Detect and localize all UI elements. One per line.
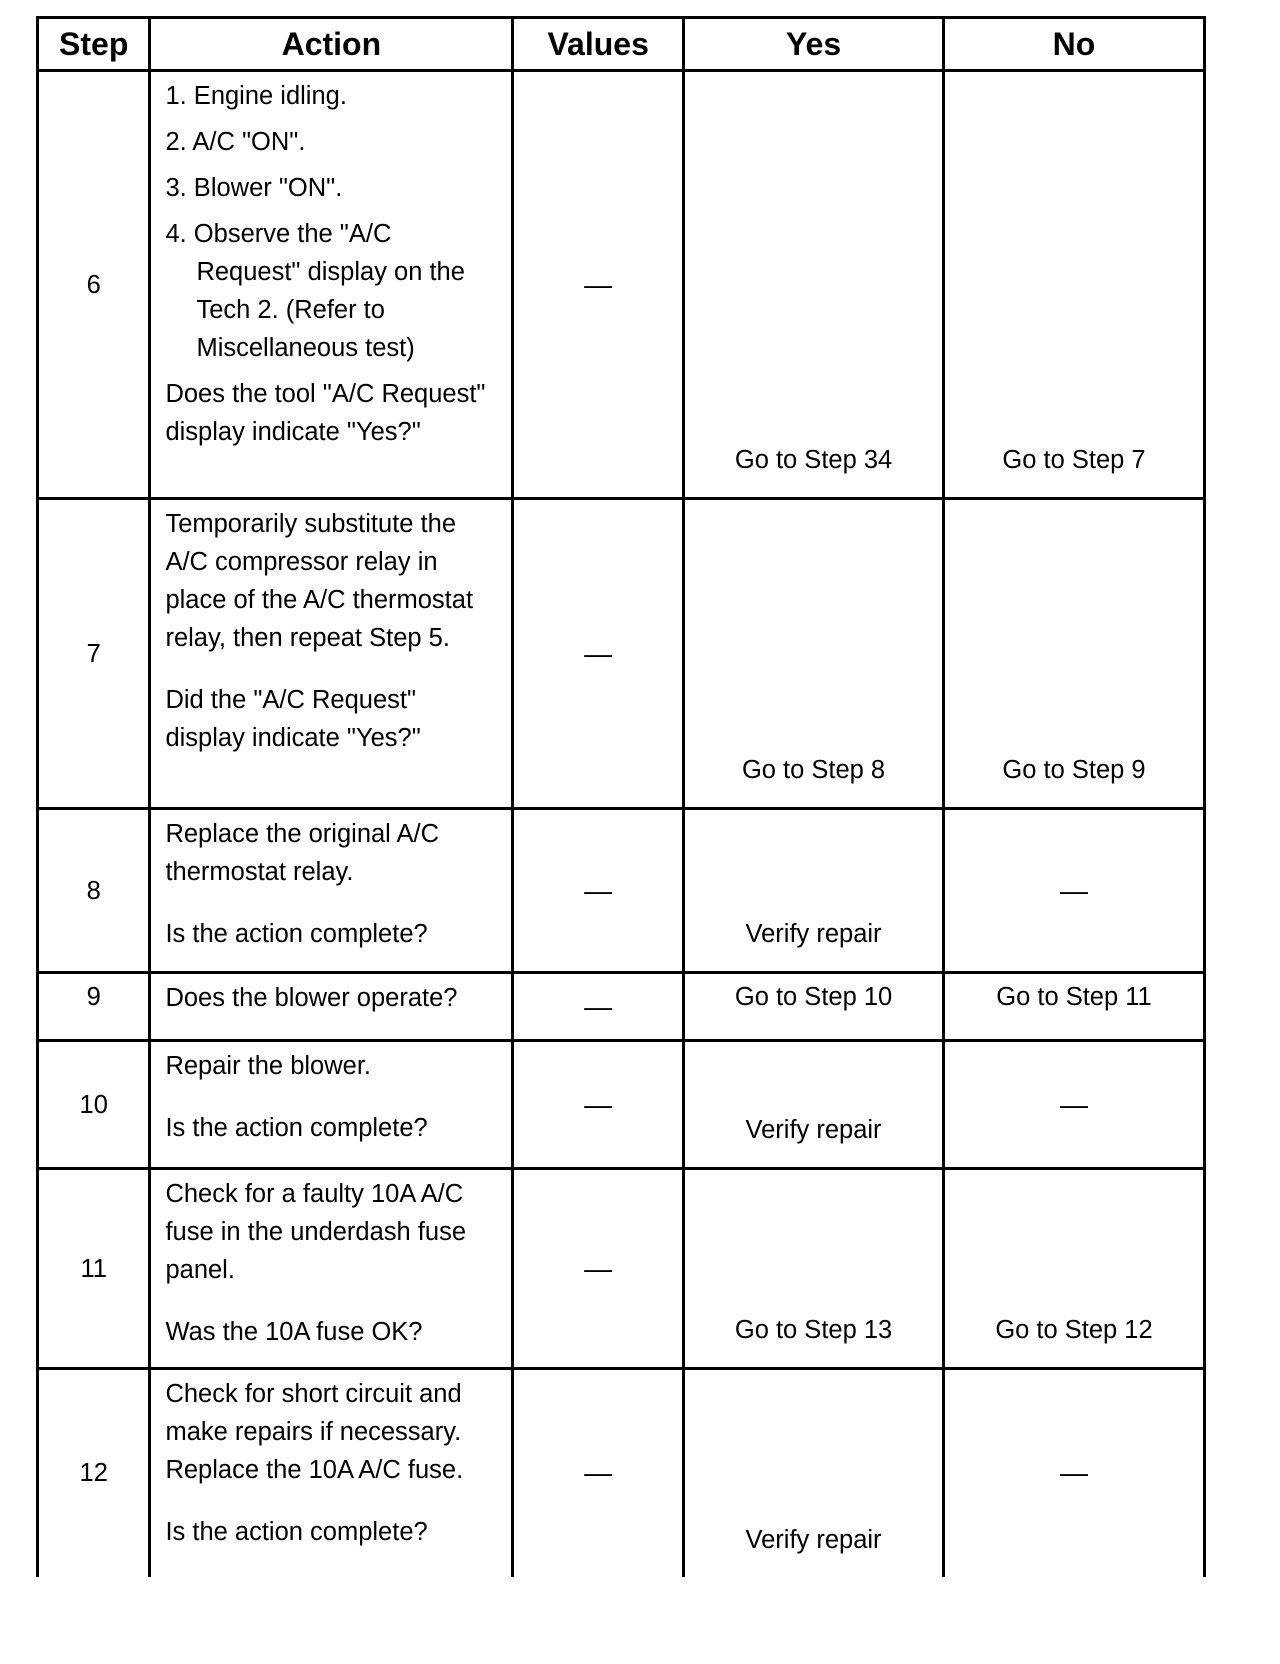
no-cell: — [944,809,1205,973]
values-cell: — [513,1369,684,1577]
yes-cell: Go to Step 13 [684,1169,944,1369]
values-cell: — [513,809,684,973]
values-cell: — [513,1041,684,1169]
yes-cell: Go to Step 10 [684,973,944,1041]
no-cell: — [944,1369,1205,1577]
yes-cell: Verify repair [684,1369,944,1577]
action-cell [150,1369,513,1577]
action-cell [150,71,513,499]
yes-cell: Verify repair [684,1041,944,1169]
action-cell [150,1169,513,1369]
yes-cell: Go to Step 8 [684,499,944,809]
action-item: 1. Engine idling. [165,82,347,110]
action-text: Check for a faulty 10A A/C fuse in the underdash fuse panel. [165,1180,466,1284]
action-question: Was the 10A fuse OK? [165,1318,423,1346]
action-question: Is the action complete? [165,1518,428,1546]
table-row [38,1041,1205,1169]
step-number: 12 [38,1369,150,1577]
action-question: Does the tool "A/C Request" display indicate "Yes?" [165,380,486,446]
action-text: Repair the blower. [165,1052,371,1080]
action-cell [150,973,513,1041]
action-text: Replace the original A/C thermostat relay. [165,820,440,886]
no-cell: Go to Step 11 [944,973,1205,1041]
no-cell: Go to Step 9 [944,499,1205,809]
no-cell: Go to Step 12 [944,1169,1205,1369]
step-number: 11 [38,1169,150,1369]
table-row [38,499,1205,809]
header-row [38,18,1205,71]
values-cell: — [513,973,684,1041]
table-row [38,71,1205,499]
action-cell [150,499,513,809]
step-number: 8 [38,809,150,973]
action-cell [150,809,513,973]
action-cell [150,1041,513,1169]
table-row [38,809,1205,973]
action-text: Temporarily substitute the A/C compressor relay in place of the A/C thermostat relay, then repeat Step 5. [165,510,474,652]
step-number: 9 [38,973,150,1041]
action-text: Check for short circuit and make repairs if necessary. Replace the 10A A/C fuse. [165,1380,464,1484]
step-number: 6 [38,71,150,499]
table-row [38,1169,1205,1369]
action-question: Did the "A/C Request" display indicate "Yes?" [165,686,421,752]
header-yes: Yes [684,18,944,71]
step-number: 7 [38,499,150,809]
step-number: 10 [38,1041,150,1169]
action-item: 4. Observe the "A/C Request" display on the Tech 2. (Refer to Miscellaneous test) [165,220,465,362]
header-step: Step [38,18,150,71]
action-item: 2. A/C "ON". [165,128,306,156]
yes-cell: Go to Step 34 [684,71,944,499]
action-question: Is the action complete? [165,1114,428,1142]
yes-cell: Verify repair [684,809,944,973]
header-no: No [944,18,1205,71]
no-cell: Go to Step 7 [944,71,1205,499]
diagnostic-table [36,16,1206,1577]
action-item: 3. Blower "ON". [165,174,343,202]
values-cell: — [513,71,684,499]
action-question: Is the action complete? [165,920,428,948]
table-row [38,1369,1205,1577]
action-text: Does the blower operate? [165,984,458,1012]
no-cell: — [944,1041,1205,1169]
table-row [38,973,1205,1041]
header-values: Values [513,18,684,71]
values-cell: — [513,1169,684,1369]
header-action: Action [150,18,513,71]
values-cell: — [513,499,684,809]
